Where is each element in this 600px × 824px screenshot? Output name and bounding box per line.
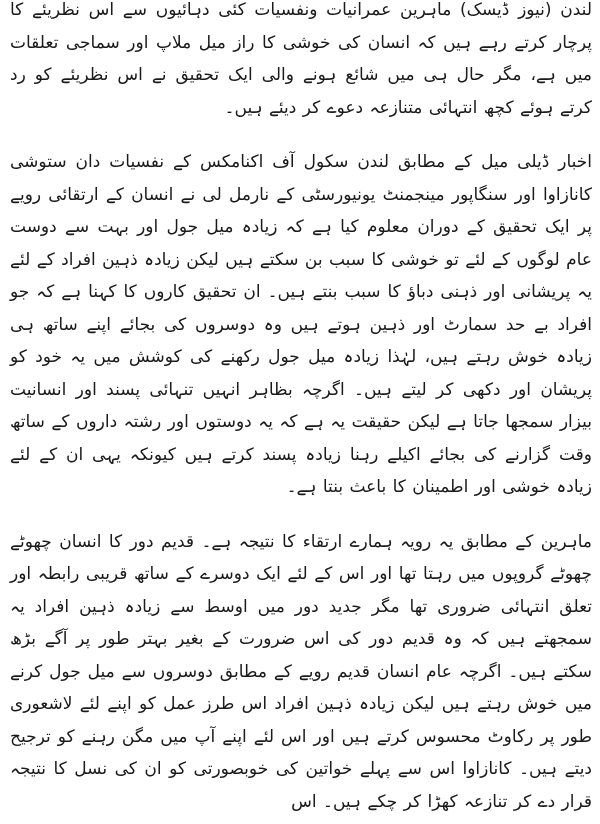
article-paragraph-intro: لندن (نیوز ڈیسک) ماہرین عمرانیات ونفسیات کئی دہائیوں سے اس نظریئے کا پرچار کرتے رہے ہیں کہ انسان کی خوشی کا راز میل ملاپ اور سماجی تعلقات میں ہے، مگر حال ہی میں شائع ہونے والی ایک تحقیق نے اس نظریئے کو رد کرتے ہوئے کچھ انتہائی متنازعہ دعوے کر دیئے ہیں۔ [10, 0, 592, 118]
article-paragraph-evolution: ماہرین کے مطابق یہ رویہ ہمارے ارتقاء کا نتیجہ ہے۔ قدیم دور کا انسان چھوٹے چھوٹے گروپوں میں رہتا تھا اور اس کے لئے ایک دوسرے کے ساتھ قریبی رابطہ اور تعلق انتہائی ضروری تھا مگر جدید دور میں اوسط سے زیادہ ذہین افراد یہ سمجھتے ہیں کہ وہ قدیم دور کی اس ضرورت کے بغیر بہتر طور پر آگے بڑھ سکتے ہیں۔ اگرچہ عام انسان قدیم رویے کے مطابق دوسروں سے میل جول کرنے میں خوش رہتے ہیں لیکن زیادہ ذہین افراد اس طرز عمل کو اپنے لئے لاشعوری طور پر رکاوٹ محسوس کرتے ہیں اور اس لئے اپنے آپ میں مگن رہنے کو ترجیح دیتے ہیں۔ کانازاوا اس سے پہلے خواتین کی خوبصورتی کو ان کی نسل کا نتیجہ قرار دے کر تنازعہ کھڑا کر چکے ہیں۔ اس [10, 531, 592, 812]
article-paragraph-study: اخبار ڈیلی میل کے مطابق لندن سکول آف اکنامکس کے نفسیات دان ستوشی کانازاوا اور سنگاپور مینجمنٹ یونیورسٹی کے نارمل لی نے انسان کے ارتقائی رویے پر ایک تحقیق کے دوران معلوم کیا ہے کہ زیادہ میل جول اور بہت سے دوست عام لوگوں کے لئے تو خوشی کا سبب بن سکتے ہیں لیکن زیادہ ذہین افراد کے لئے یہ پریشانی اور ذہنی دباﺅ کا سبب بنتے ہیں۔ ان تحقیق کاروں کا کہنا ہے کہ جو افراد بے حد سمارٹ اور ذہین ہوتے ہیں وہ دوسروں کی بجائے اپنے ساتھ ہی زیادہ خوش رہتے ہیں، لہٰذا زیادہ میل جول رکھنے کی کوشش میں یہ خود کو پریشان اور دکھی کر لیتے ہیں۔ اگرچہ بظاہر انہیں تنہائی پسند اور انسانیت بیزار سمجھا جاتا ہے لیکن حقیقت یہ ہے کہ یہ دوستوں اور رشتہ داروں کے ساتھ وقت گزارنے کی بجائے اکیلے رہنا زیادہ پسند کرتے ہیں کیونکہ یہی ان کے لئے زیادہ خوشی اور اطمینان کا باعث بنتا ہے۔ [10, 152, 592, 497]
